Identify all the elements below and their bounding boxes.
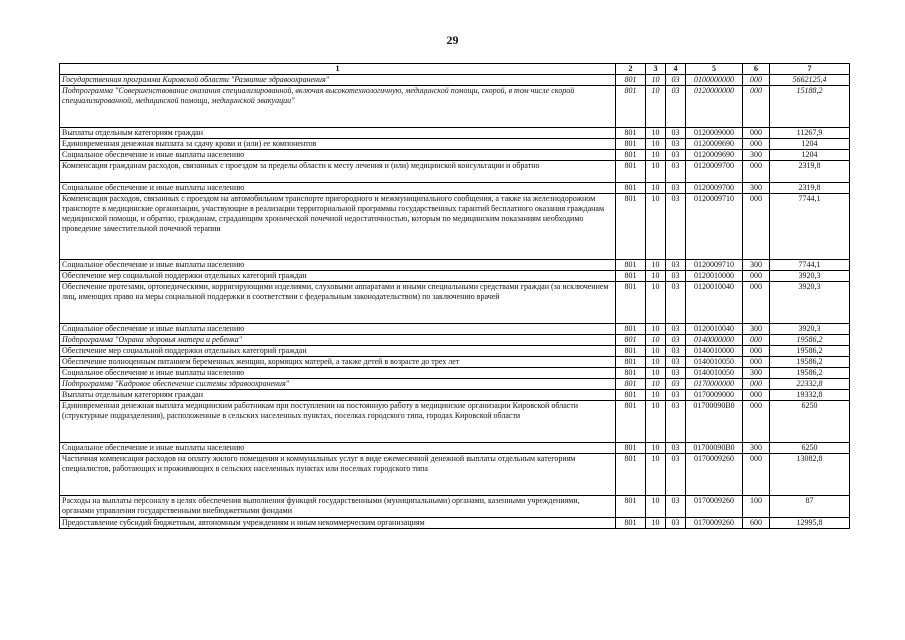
budget-table [59, 63, 850, 529]
row-name-cell: Социальное обеспечение и иные выплаты населению [60, 324, 616, 335]
code-cell: 801 [616, 183, 646, 194]
subsection-cell: 03 [666, 260, 686, 271]
target-article-cell: 0140010050 [686, 368, 743, 379]
code-cell: 801 [616, 454, 646, 496]
row-name-cell: Единовременная денежная выплата медицинским работникам при поступлении на постоянную работу в медицинские организации Кировской области (структурные подразделения), расположенные в сельских населенных пунктах, поселках городского типа, городах Кировской области [60, 401, 616, 443]
row-name-cell: Подпрограмма "Кадровое обеспечение системы здравоохранения" [60, 379, 616, 390]
subsection-cell: 03 [666, 335, 686, 346]
expense-type-cell: 000 [743, 161, 770, 183]
amount-cell: 19586,2 [770, 346, 850, 357]
subsection-cell: 03 [666, 401, 686, 443]
table-row [60, 128, 850, 139]
table-row [60, 368, 850, 379]
expense-type-cell: 000 [743, 401, 770, 443]
code-cell: 801 [616, 271, 646, 282]
amount-cell: 6250 [770, 443, 850, 454]
subsection-cell: 03 [666, 496, 686, 518]
section-cell: 10 [646, 401, 666, 443]
column-header: 6 [743, 64, 770, 75]
code-cell: 801 [616, 161, 646, 183]
target-article-cell: 0120010040 [686, 282, 743, 324]
amount-cell: 5662125,4 [770, 75, 850, 86]
code-cell: 801 [616, 390, 646, 401]
expense-type-cell: 000 [743, 139, 770, 150]
subsection-cell: 03 [666, 324, 686, 335]
table-row [60, 357, 850, 368]
table-row [60, 271, 850, 282]
code-cell: 801 [616, 324, 646, 335]
code-cell: 801 [616, 75, 646, 86]
section-cell: 10 [646, 335, 666, 346]
expense-type-cell: 300 [743, 183, 770, 194]
table-row [60, 335, 850, 346]
row-name-cell: Обеспечение протезами, ортопедическими, корригирующими изделиями, слуховыми аппаратами и иными специальными средствами граждан (за исключением лиц, имеющих право на меры социальной поддержки в соответствии с федеральным законодательством) по заключению врачей [60, 282, 616, 324]
section-cell: 10 [646, 379, 666, 390]
table-row [60, 379, 850, 390]
page-number: 29 [446, 33, 459, 47]
amount-cell: 7744,1 [770, 260, 850, 271]
target-article-cell: 01700090В0 [686, 401, 743, 443]
section-cell: 10 [646, 194, 666, 260]
row-name-cell: Обеспечение полноценным питанием беременных женщин, кормящих матерей, а также детей в возрасте до трех лет [60, 357, 616, 368]
column-header: 3 [646, 64, 666, 75]
amount-cell: 1204 [770, 150, 850, 161]
target-article-cell: 0140010050 [686, 357, 743, 368]
expense-type-cell: 000 [743, 75, 770, 86]
amount-cell: 12995,8 [770, 518, 850, 529]
amount-cell: 3920,3 [770, 282, 850, 324]
table-body [60, 75, 850, 529]
amount-cell: 19586,2 [770, 357, 850, 368]
expense-type-cell: 000 [743, 194, 770, 260]
amount-cell: 15188,2 [770, 86, 850, 128]
subsection-cell: 03 [666, 150, 686, 161]
column-header: 7 [770, 64, 850, 75]
table-row [60, 401, 850, 443]
target-article-cell: 0120010000 [686, 271, 743, 282]
section-cell: 10 [646, 150, 666, 161]
code-cell: 801 [616, 282, 646, 324]
amount-cell: 7744,1 [770, 194, 850, 260]
table-row [60, 86, 850, 128]
target-article-cell: 0140010000 [686, 346, 743, 357]
target-article-cell: 0120009700 [686, 183, 743, 194]
subsection-cell: 03 [666, 194, 686, 260]
code-cell: 801 [616, 357, 646, 368]
amount-cell: 2319,8 [770, 183, 850, 194]
code-cell: 801 [616, 379, 646, 390]
table-row [60, 139, 850, 150]
column-header: 5 [686, 64, 743, 75]
subsection-cell: 03 [666, 518, 686, 529]
section-cell: 10 [646, 496, 666, 518]
amount-cell: 3920,3 [770, 271, 850, 282]
amount-cell: 22332,8 [770, 379, 850, 390]
subsection-cell: 03 [666, 357, 686, 368]
target-article-cell: 0170000000 [686, 379, 743, 390]
row-name-cell: Социальное обеспечение и иные выплаты населению [60, 183, 616, 194]
target-article-cell: 0140000000 [686, 335, 743, 346]
amount-cell: 13082,8 [770, 454, 850, 496]
code-cell: 801 [616, 128, 646, 139]
row-name-cell: Расходы на выплаты персоналу в целях обеспечения выполнения функций государственными (муниципальными) органами, казенными учреждениями, органами управления государственными внебюджетными фондами [60, 496, 616, 518]
target-article-cell: 0170009260 [686, 518, 743, 529]
table-row [60, 260, 850, 271]
code-cell: 801 [616, 496, 646, 518]
amount-cell: 87 [770, 496, 850, 518]
row-name-cell: Компенсация расходов, связанных с проездом на автомобильном транспорте пригородного и межмуниципального сообщения, а также на железнодорожном транспорте в медицинские организации, участвующие в реализации территориальной программы государственных гарантий бесплатного оказания гражданам медицинской помощи, и обратно, гражданам, страдающим хронической почечной недостаточностью, которым по медицинским показаниям необходимо проведение заместительной почечной терапии [60, 194, 616, 260]
table-header-row [60, 64, 850, 75]
subsection-cell: 03 [666, 379, 686, 390]
code-cell: 801 [616, 194, 646, 260]
table-row [60, 324, 850, 335]
row-name-cell: Выплаты отдельным категориям граждан [60, 390, 616, 401]
target-article-cell: 0100000000 [686, 75, 743, 86]
target-article-cell: 0170009260 [686, 454, 743, 496]
target-article-cell: 0120009690 [686, 139, 743, 150]
amount-cell: 6250 [770, 401, 850, 443]
amount-cell: 19586,2 [770, 335, 850, 346]
table-row [60, 443, 850, 454]
expense-type-cell: 000 [743, 271, 770, 282]
code-cell: 801 [616, 335, 646, 346]
row-name-cell: Социальное обеспечение и иные выплаты населению [60, 150, 616, 161]
table-row [60, 496, 850, 518]
section-cell: 10 [646, 324, 666, 335]
column-header: 4 [666, 64, 686, 75]
table-row [60, 194, 850, 260]
section-cell: 10 [646, 260, 666, 271]
table-row [60, 150, 850, 161]
amount-cell: 19332,8 [770, 390, 850, 401]
target-article-cell: 0170009000 [686, 390, 743, 401]
section-cell: 10 [646, 357, 666, 368]
code-cell: 801 [616, 260, 646, 271]
section-cell: 10 [646, 346, 666, 357]
row-name-cell: Социальное обеспечение и иные выплаты населению [60, 260, 616, 271]
table-row [60, 454, 850, 496]
expense-type-cell: 000 [743, 346, 770, 357]
table-row [60, 161, 850, 183]
amount-cell: 19586,2 [770, 368, 850, 379]
code-cell: 801 [616, 401, 646, 443]
row-name-cell: Компенсация гражданам расходов, связанных с проездом за пределы области к месту лечения и (или) медицинской консультации и обратно [60, 161, 616, 183]
row-name-cell: Обеспечение мер социальной поддержки отдельных категорий граждан [60, 271, 616, 282]
subsection-cell: 03 [666, 161, 686, 183]
subsection-cell: 03 [666, 282, 686, 324]
expense-type-cell: 300 [743, 368, 770, 379]
expense-type-cell: 000 [743, 357, 770, 368]
target-article-cell: 01700090В0 [686, 443, 743, 454]
row-name-cell: Государственная программа Кировской области "Развитие здравоохранения" [60, 75, 616, 86]
section-cell: 10 [646, 161, 666, 183]
section-cell: 10 [646, 454, 666, 496]
table-row [60, 390, 850, 401]
subsection-cell: 03 [666, 271, 686, 282]
section-cell: 10 [646, 518, 666, 529]
row-name-cell: Выплаты отдельным категориям граждан [60, 128, 616, 139]
amount-cell: 3920,3 [770, 324, 850, 335]
target-article-cell: 0120009000 [686, 128, 743, 139]
row-name-cell: Социальное обеспечение и иные выплаты населению [60, 443, 616, 454]
section-cell: 10 [646, 75, 666, 86]
column-header: 1 [60, 64, 616, 75]
section-cell: 10 [646, 183, 666, 194]
expense-type-cell: 000 [743, 390, 770, 401]
code-cell: 801 [616, 139, 646, 150]
subsection-cell: 03 [666, 75, 686, 86]
target-article-cell: 0120009710 [686, 260, 743, 271]
code-cell: 801 [616, 518, 646, 529]
section-cell: 10 [646, 86, 666, 128]
column-header: 2 [616, 64, 646, 75]
table-row [60, 518, 850, 529]
row-name-cell: Частичная компенсация расходов на оплату жилого помещения и коммунальных услуг в виде ежемесячной денежной выплаты отдельным категориям специалистов, работающих и проживающих в сельских населенных пунктах или поселках городского типа [60, 454, 616, 496]
table-row [60, 346, 850, 357]
target-article-cell: 0120009710 [686, 194, 743, 260]
expense-type-cell: 000 [743, 379, 770, 390]
table-row [60, 183, 850, 194]
expense-type-cell: 300 [743, 324, 770, 335]
target-article-cell: 0170009260 [686, 496, 743, 518]
expense-type-cell: 000 [743, 128, 770, 139]
amount-cell: 2319,8 [770, 161, 850, 183]
section-cell: 10 [646, 128, 666, 139]
section-cell: 10 [646, 271, 666, 282]
amount-cell: 1204 [770, 139, 850, 150]
expense-type-cell: 600 [743, 518, 770, 529]
subsection-cell: 03 [666, 86, 686, 128]
subsection-cell: 03 [666, 368, 686, 379]
expense-type-cell: 300 [743, 260, 770, 271]
subsection-cell: 03 [666, 128, 686, 139]
expense-type-cell: 000 [743, 282, 770, 324]
table-row [60, 282, 850, 324]
section-cell: 10 [646, 282, 666, 324]
code-cell: 801 [616, 443, 646, 454]
target-article-cell: 0120009690 [686, 150, 743, 161]
row-name-cell: Предоставление субсидий бюджетным, автономным учреждениям и иным некоммерческим организациям [60, 518, 616, 529]
amount-cell: 11267,9 [770, 128, 850, 139]
expense-type-cell: 000 [743, 454, 770, 496]
row-name-cell: Обеспечение мер социальной поддержки отдельных категорий граждан [60, 346, 616, 357]
target-article-cell: 0120000000 [686, 86, 743, 128]
subsection-cell: 03 [666, 139, 686, 150]
expense-type-cell: 100 [743, 496, 770, 518]
row-name-cell: Единовременная денежная выплата за сдачу крови и (или) ее компонентов [60, 139, 616, 150]
code-cell: 801 [616, 86, 646, 128]
table-row [60, 75, 850, 86]
expense-type-cell: 000 [743, 86, 770, 128]
subsection-cell: 03 [666, 454, 686, 496]
section-cell: 10 [646, 139, 666, 150]
code-cell: 801 [616, 368, 646, 379]
section-cell: 10 [646, 368, 666, 379]
subsection-cell: 03 [666, 183, 686, 194]
subsection-cell: 03 [666, 346, 686, 357]
code-cell: 801 [616, 150, 646, 161]
expense-type-cell: 300 [743, 443, 770, 454]
section-cell: 10 [646, 443, 666, 454]
row-name-cell: Подпрограмма "Охрана здоровья матери и ребенка" [60, 335, 616, 346]
row-name-cell: Подпрограмма "Совершенствование оказания специализированной, включая высокотехнологичную, медицинской помощи, скорой, в том числе скорой специализированной, медицинской помощи, медицинской эвакуации" [60, 86, 616, 128]
target-article-cell: 0120010040 [686, 324, 743, 335]
subsection-cell: 03 [666, 390, 686, 401]
expense-type-cell: 300 [743, 150, 770, 161]
target-article-cell: 0120009700 [686, 161, 743, 183]
row-name-cell: Социальное обеспечение и иные выплаты населению [60, 368, 616, 379]
code-cell: 801 [616, 346, 646, 357]
subsection-cell: 03 [666, 443, 686, 454]
expense-type-cell: 000 [743, 335, 770, 346]
section-cell: 10 [646, 390, 666, 401]
